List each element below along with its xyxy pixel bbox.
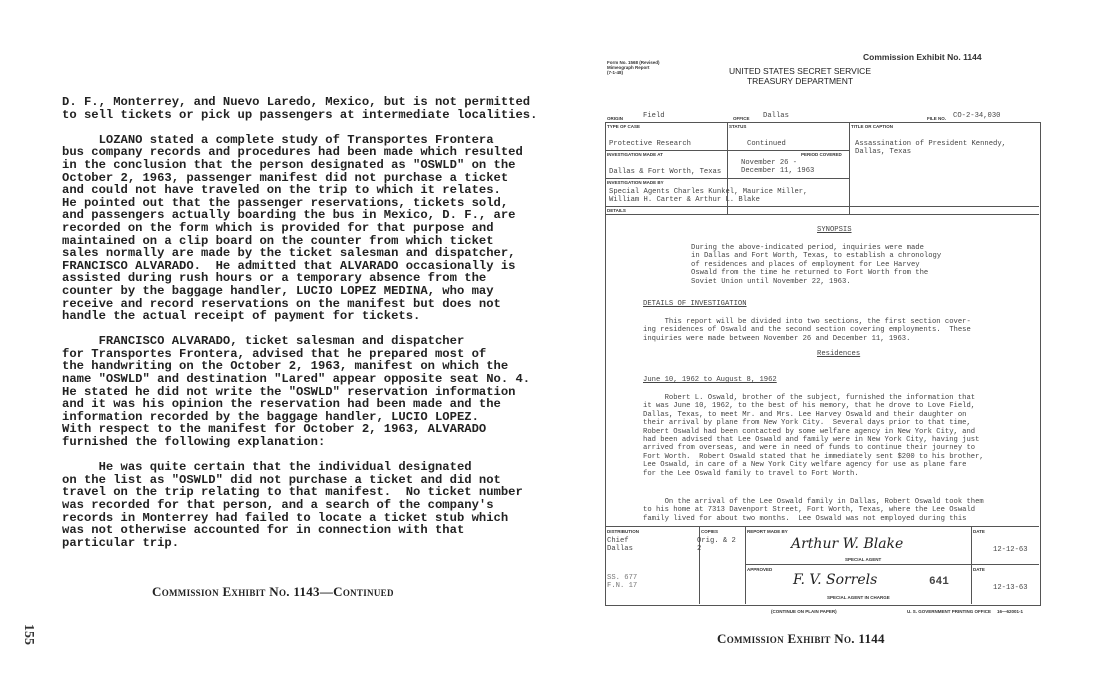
agency-line-1: UNITED STATES SECRET SERVICE: [728, 66, 871, 76]
approved-number: 641: [929, 576, 949, 588]
form-divider: [605, 526, 1039, 527]
form-divider: [745, 526, 746, 604]
status-value: Continued: [747, 140, 786, 148]
text-line: information recorded by the baggage handler, LUCIO LOPEZ.: [62, 409, 479, 424]
synopsis-text: During the above-indicated period, inquiries were made in Dallas and Fort Worth, Texas, to establish a chronology of residences and places of employment for Lee Harvey Oswald from the time he returned to Fort Worth from the Soviet Union until November 22, 1963.: [691, 244, 942, 286]
text-line: and it was his opinion the reservation had been made and the: [62, 397, 501, 412]
exhibit-1144-header: Commission Exhibit No. 1144: [863, 52, 982, 62]
text-line: maintained on a clip board on the counter from which ticket: [62, 233, 494, 248]
text-line: travel on the trip relating to that manifest. No ticket number: [62, 485, 523, 500]
period-covered-label: PERIOD COVERED: [801, 152, 842, 157]
origin-value: Field: [643, 112, 665, 120]
distribution-value: Chief Dallas: [607, 537, 633, 554]
text-line: particular trip.: [62, 535, 180, 550]
investigation-made-by-value: Special Agents Charles Kunkel, Maurice Miller, William H. Carter & Arthur L. Blake: [609, 188, 808, 205]
form-divider: [745, 564, 1039, 565]
text-line: handle the actual receipt of payment for tickets.: [62, 309, 421, 324]
text-line: He was quite certain that the individual designated: [62, 460, 472, 475]
title-label: TITLE OR CAPTION: [851, 124, 893, 129]
report-made-by-label: REPORT MADE BY: [747, 529, 788, 534]
text-line: FRANCISCO ALVARADO, ticket salesman and dispatcher: [62, 334, 465, 349]
synopsis-heading: SYNOPSIS: [817, 226, 852, 234]
approved-date: 12-13-63: [993, 584, 1028, 592]
text-line: sales normally are made by the ticket salesman and dispatcher,: [62, 246, 516, 261]
text-line: in the conclusion that the person designated as "OSWLD" on the: [62, 157, 516, 172]
text-line: recorded on the form which is provided for that purpose and: [62, 220, 494, 235]
form-divider: [605, 150, 849, 151]
report-signature: Arthur W. Blake: [791, 536, 904, 552]
continue-note: (CONTINUE ON PLAIN PAPER): [771, 609, 837, 614]
page-number: 155: [21, 624, 36, 645]
text-line: assisted during rush hours or a temporary absence from the: [62, 271, 487, 286]
text-line: was not otherwise accounted for in connection with that: [62, 523, 465, 538]
text-line: With respect to the manifest for October 2, 1963, ALVARADO: [62, 422, 487, 437]
investigation-made-at-label: INVESTIGATION MADE AT: [607, 152, 663, 157]
copies-value: Orig. & 2 2: [697, 537, 736, 554]
text-line: [62, 121, 537, 134]
text-line: LOZANO stated a complete study of Transportes Frontera: [62, 132, 494, 147]
date-range-heading: June 10, 1962 to August 8, 1962: [643, 376, 777, 384]
text-line: receive and record reservations on the manifest but does not: [62, 296, 501, 311]
form-divider: [971, 526, 972, 604]
text-line: name "OSWLD" and destination "Lared" appear opposite seat No. 4.: [62, 372, 531, 387]
copies-label: COPIES: [701, 529, 719, 534]
special-agent-label: SPECIAL AGENT: [845, 557, 882, 562]
right-page: [595, 0, 1094, 691]
text-line: and passengers actually boarding the bus in Mexico, D. F., are: [62, 208, 516, 223]
agency-line-2: TREASURY DEPARTMENT: [746, 75, 854, 86]
text-line: for Transportes Frontera, advised that he prepared most of: [62, 346, 487, 361]
exhibit-1144-caption: Commission Exhibit No. 1144: [717, 631, 885, 646]
approved-label: APPROVED: [747, 567, 773, 572]
text-line: on the list as "OSWLD" did not purchase a ticket and did not: [62, 472, 501, 487]
date-label: DATE: [973, 567, 985, 572]
text-line: the handwriting on the October 2, 1963, manifest on which the: [62, 359, 509, 374]
exhibit-1143-text: [62, 96, 537, 549]
text-line: He pointed out that the passenger reservations, tickets sold,: [62, 195, 509, 210]
text-line: and could not have traveled on the trip to which it relates.: [62, 183, 501, 198]
title-value: Assassination of President Kennedy, Dallas, Texas: [855, 140, 1006, 157]
text-line: to sell tickets or pick up passengers at intermediate localities.: [62, 107, 538, 122]
type-of-case-label: TYPE OF CASE: [607, 124, 641, 129]
paragraph-1: Robert L. Oswald, brother of the subject, furnished the information that it was June 10, 1962, to the best of his memory, that he drove to Love Field, Dallas, Texas, to meet Mr. and Mrs. Lee Harvey Oswald and their daughter on their arrival by plane from New York City. Several days prior to that time, Robert Oswald had been contacted by some welfare agency in New York City, and had been advised that Lee Oswald and family were in New York City, having just arrived from overseas, and were in need of funds to continue their journey to Fort Worth. Robert Oswald stated that he immediately sent $200 to his brother, Lee Oswald, in care of a New York City welfare agency for use as plane fare for the Lee Oswald family to travel to Fort Worth.: [643, 394, 984, 478]
form-code: 16—62001-1: [997, 609, 1024, 614]
type-of-case-value: Protective Research: [609, 140, 691, 148]
approved-signature: F. V. Sorrels: [793, 572, 878, 588]
text-line: D. F., Monterrey, and Nuevo Laredo, Mexico, but is not permitted: [62, 95, 531, 109]
form-number: Form No. 1568 (Revised) Mimeograph Report (7-1-48): [607, 60, 660, 75]
text-line: counter by the baggage handler, LUCIO LOPEZ MEDINA, who may: [62, 283, 494, 298]
origin-label: ORIGIN: [607, 116, 624, 121]
text-line: October 2, 1963, passenger manifest did not purchase a ticket: [62, 170, 509, 185]
text-line: bus company records and procedures had been made which resulted: [62, 145, 523, 160]
office-label: OFFICE: [733, 116, 750, 121]
exhibit-1143-caption: Commission Exhibit No. 1143—Continued: [152, 584, 394, 599]
file-no-value: CO-2-34,030: [953, 112, 1001, 120]
special-agent-in-charge-label: SPECIAL AGENT IN CHARGE: [827, 595, 890, 600]
status-label: STATUS: [729, 124, 747, 129]
details-label: DETAILS: [607, 208, 626, 213]
text-line: furnished the following explanation:: [62, 435, 326, 450]
handwritten-notes: SS. 677 F.N. 17: [607, 574, 638, 591]
agency-header: [715, 67, 885, 86]
paragraph-2: On the arrival of the Lee Oswald family in Dallas, Robert Oswald took them to his home at 7313 Davenport Street, Fort Worth, Texas, where the Lee Oswald family lived for about two months. Lee Oswald was not employed during this: [643, 498, 984, 523]
date-label: DATE: [973, 529, 985, 534]
form-divider: [605, 206, 1039, 207]
form-divider: [849, 122, 850, 214]
text-line: FRANCISCO ALVARADO. He admitted that ALVARADO occasionally is: [62, 258, 516, 273]
details-intro: This report will be divided into two sections, the first section cover- ing residences of Oswald and the second section covering employments. These inquiries were made between November 26 and December 11, 1963.: [643, 318, 971, 343]
report-date: 12-12-63: [993, 546, 1028, 554]
form-divider: [605, 178, 849, 179]
office-value: Dallas: [763, 112, 789, 120]
residences-heading: Residences: [817, 350, 861, 358]
form-divider: [605, 214, 1039, 215]
text-line: He stated he did not write the "OSWLD" reservation information: [62, 384, 516, 399]
investigation-made-by-label: INVESTIGATION MADE BY: [607, 180, 664, 185]
details-heading: DETAILS OF INVESTIGATION: [643, 300, 747, 308]
investigation-made-at-value: Dallas & Fort Worth, Texas: [609, 168, 722, 176]
text-line: was recorded for that person, and a search of the company's: [62, 498, 494, 512]
gpo-note: U. S. GOVERNMENT PRINTING OFFICE: [907, 609, 992, 614]
period-covered-value: November 26 - December 11, 1963: [741, 159, 815, 176]
distribution-label: DISTRIBUTION: [607, 529, 639, 534]
file-no-label: FILE NO.: [927, 116, 946, 121]
text-line: records in Monterrey had failed to locate a ticket stub which: [62, 510, 509, 525]
